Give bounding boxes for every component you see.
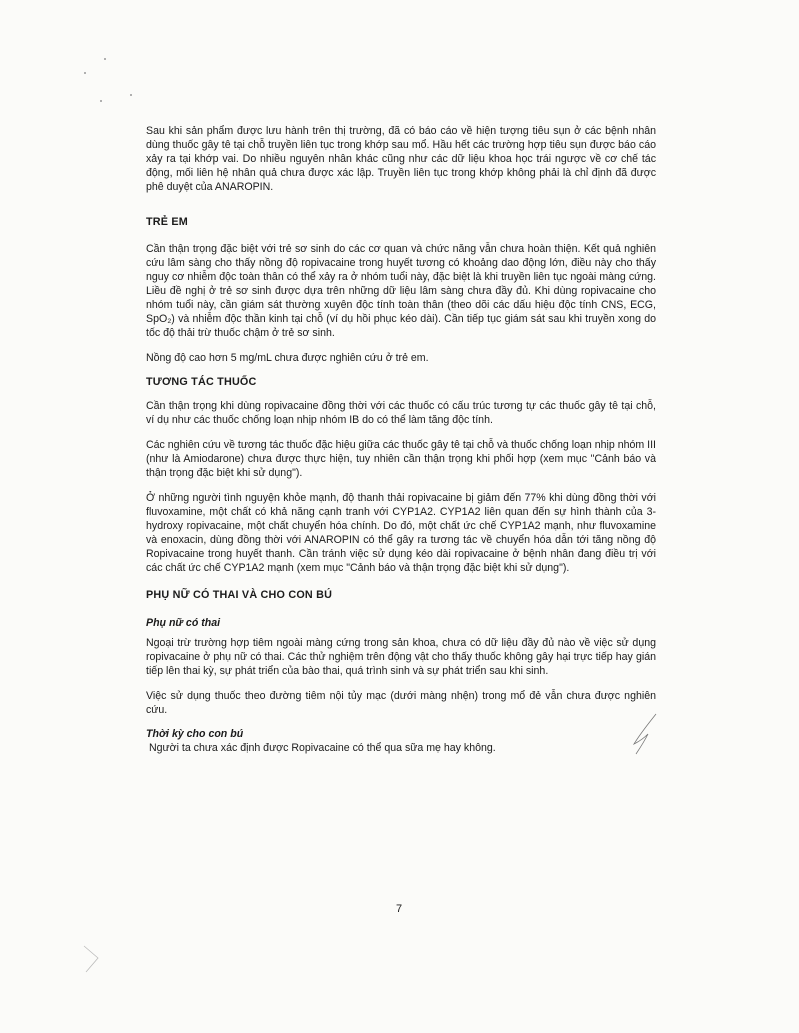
scan-corner-mark: [82, 944, 102, 974]
subheading-cho-con-bu: Thời kỳ cho con bú: [146, 728, 244, 740]
page-number: 7: [396, 903, 403, 915]
tuong-tac-paragraph-2: Các nghiên cứu về tương tác thuốc đặc hiệu giữa các thuốc gây tê tại chỗ và thuốc chống loạn nhịp nhóm III (như là Amiodarone) chưa được thực hiện, tuy nhiên cần thận trọng khi phối hợp (xem mục "Cảnh báo và thận trọng đặc biệt khi sử dụng").: [146, 439, 656, 479]
section-heading-phu-nu: PHỤ NỮ CÓ THAI VÀ CHO CON BÚ: [146, 589, 333, 601]
intro-paragraph: Sau khi sản phẩm được lưu hành trên thị trường, đã có báo cáo về hiện tượng tiêu sụn ở các bệnh nhân dùng thuốc gây tê tại chỗ truyền liên tục trong khớp sau mổ. Hầu hết các trường hợp tiêu sụn được báo cáo xảy ra tại khớp vai. Do nhiều nguyên nhân khác cũng như các dữ liệu khoa học trái ngược về cơ chế tác động, mối liên hệ nhân quả chưa được xác lập. Truyền liên tục trong khớp không phải là chỉ định đã được phê duyệt của ANAROPIN.: [146, 125, 656, 193]
scan-speck: [100, 100, 102, 102]
section-heading-tre-em: TRẺ EM: [146, 216, 188, 228]
tuong-tac-paragraph-3: Ở những người tình nguyện khỏe mạnh, độ thanh thải ropivacaine bị giảm đến 77% khi dùng đồng thời với fluvoxamine, một chất có khả năng cạnh tranh với CYP1A2. CYP1A2 liên quan đến sự hình thành của 3-hydroxy ropivacaine, một chất chuyển hóa chính. Do đó, một chất ức chế CYP1A2 mạnh, như fluvoxamine và enoxacin, dùng đồng thời với ANAROPIN có thể gây ra tương tác về chuyển hóa dẫn tới tăng nồng độ Ropivacaine trong huyết thanh. Cần tránh việc sử dụng kéo dài ropivacaine ở bệnh nhân đang điều trị với các chất ức chế CYP1A2 mạnh (xem mục "Cảnh báo và thận trọng đặc biệt khi sử dụng").: [146, 492, 656, 574]
tuong-tac-paragraph-1: Cần thận trọng khi dùng ropivacaine đồng thời với các thuốc có cấu trúc tương tự các thuốc gây tê tại chỗ, ví dụ như các thuốc chống loạn nhịp nhóm IB do có thể làm tăng độc tính.: [146, 400, 656, 426]
phu-nu-paragraph-2: Việc sử dụng thuốc theo đường tiêm nội tủy mạc (dưới màng nhện) trong mổ đẻ vẫn chưa được nghiên cứu.: [146, 690, 656, 716]
scan-speck: [104, 58, 106, 60]
tre-em-paragraph-1: Cần thận trọng đặc biệt với trẻ sơ sinh do các cơ quan và chức năng vẫn chưa hoàn thiện. Kết quả nghiên cứu lâm sàng cho thấy nồng độ ropivacaine trong huyết tương có khoảng dao động lớn, điều này cho thấy nguy cơ nhiễm độc toàn thân có thể xảy ra ở nhóm tuổi này, đặc biệt là khi truyền liên tục ngoài màng cứng. Liều đề nghị ở trẻ sơ sinh được dựa trên những dữ liệu lâm sàng chưa đầy đủ. Khi dùng ropivacaine cho nhóm tuổi này, cần giám sát thường xuyên độc tính toàn thân (theo dõi các dấu hiệu độc tính CNS, ECG, SpO₂) và nhiễm độc thần kinh tại chỗ (ví dụ hồi phục kéo dài). Cần tiếp tục giám sát sau khi truyền xong do tốc độ thải trừ thuốc chậm ở trẻ sơ sinh.: [146, 243, 656, 339]
handwritten-mark: [630, 712, 660, 756]
scan-speck: [84, 72, 86, 74]
document-page: [146, 124, 656, 766]
phu-nu-paragraph-1: Ngoại trừ trường hợp tiêm ngoài màng cứng trong sản khoa, chưa có dữ liệu đầy đủ nào về việc sử dụng ropivacaine ở phụ nữ có thai. Các thử nghiệm trên động vật cho thấy thuốc không gây hại trực tiếp hay gián tiếp lên thai kỳ, sự phát triển của bào thai, quá trình sinh và sự phát triển sau khi sinh.: [146, 637, 656, 677]
cho-con-bu-paragraph: Người ta chưa xác định được Ropivacaine có thể qua sữa mẹ hay không.: [149, 742, 496, 754]
tre-em-paragraph-2: Nồng độ cao hơn 5 mg/mL chưa được nghiên cứu ở trẻ em.: [146, 352, 429, 364]
subheading-phu-nu-co-thai: Phụ nữ có thai: [146, 617, 221, 629]
section-heading-tuong-tac: TƯƠNG TÁC THUỐC: [146, 376, 257, 388]
scan-speck: [130, 94, 132, 96]
